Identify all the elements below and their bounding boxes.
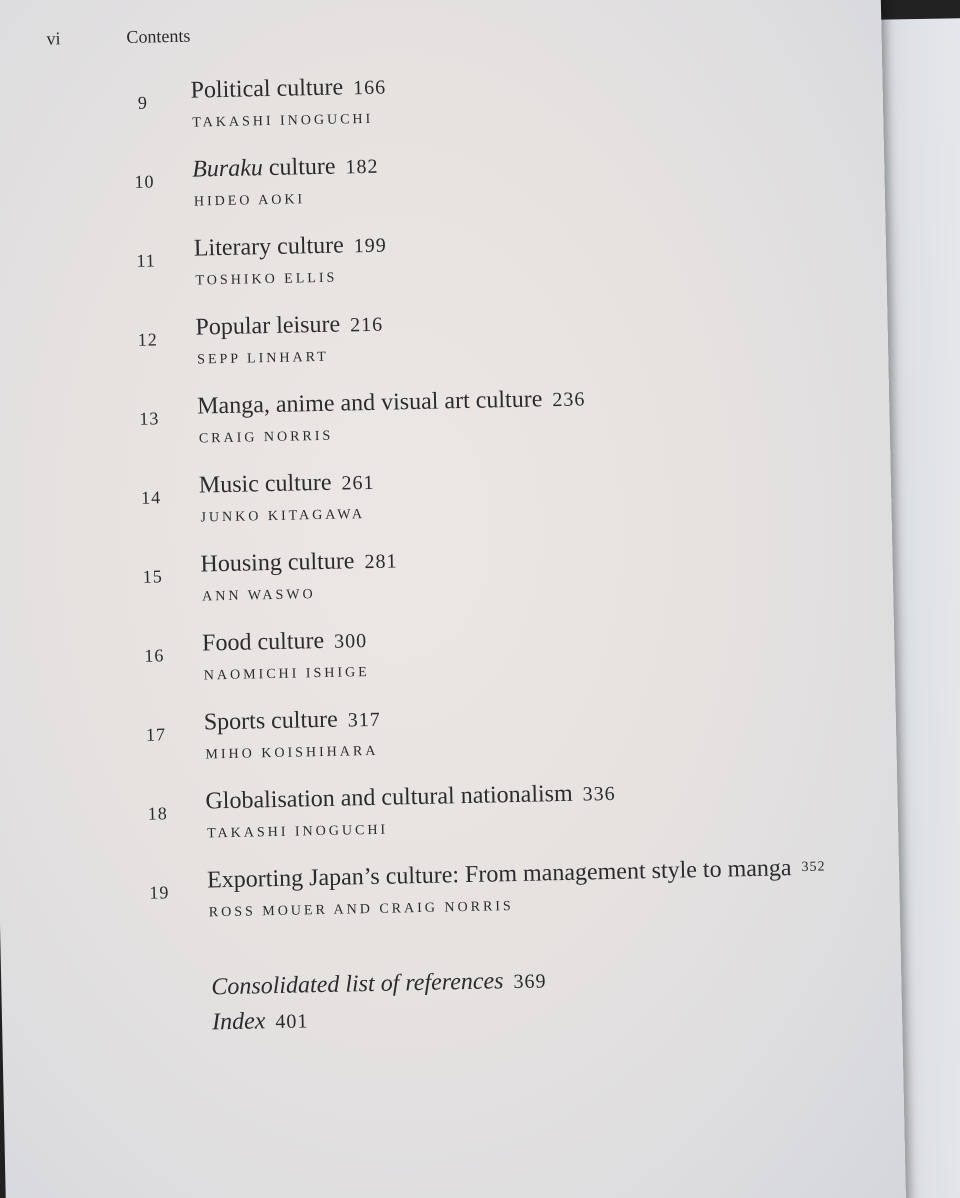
page-number: 281 bbox=[364, 550, 398, 574]
backmatter-title: Consolidated list of references bbox=[211, 968, 504, 1001]
chapter-number: 19 bbox=[149, 882, 170, 903]
chapter-author: HIDEO AOKI bbox=[193, 192, 306, 210]
chapter-title: Manga, anime and visual art culture 236 bbox=[196, 386, 586, 420]
page-number: 216 bbox=[349, 313, 384, 337]
page-number: 182 bbox=[345, 155, 379, 179]
chapter-author: JUNKO KITAGAWA bbox=[200, 507, 366, 526]
toc-entry bbox=[139, 853, 900, 948]
running-head bbox=[46, 26, 190, 50]
chapter-title: Food culture 300 bbox=[201, 627, 368, 657]
page-number: 261 bbox=[341, 471, 375, 495]
chapter-author: NAOMICHI ISHIGE bbox=[203, 664, 370, 684]
page-number: 236 bbox=[552, 388, 586, 412]
chapter-number: 17 bbox=[145, 724, 167, 745]
chapter-title: Literary culture 199 bbox=[193, 232, 388, 262]
chapter-author: TAKASHI INOGUCHI bbox=[192, 111, 374, 131]
chapter-author: MIHO KOISHIHARA bbox=[205, 743, 379, 763]
chapter-author: CRAIG NORRIS bbox=[198, 428, 334, 447]
chapter-author: ROSS MOUER AND CRAIG NORRIS bbox=[208, 899, 514, 921]
page-number: 166 bbox=[352, 76, 387, 100]
chapter-number: 13 bbox=[139, 408, 160, 429]
chapter-number: 10 bbox=[134, 171, 155, 192]
page-folio: vi bbox=[46, 28, 61, 49]
chapter-number: 11 bbox=[136, 250, 157, 271]
chapter-number: 14 bbox=[140, 487, 162, 508]
chapter-title: Political culture 166 bbox=[190, 74, 387, 104]
chapter-title: Exporting Japan’s culture: From management style to manga 352 bbox=[206, 855, 826, 894]
page-number: 369 bbox=[513, 970, 547, 994]
chapter-title: Housing culture 281 bbox=[200, 548, 398, 578]
chapter-author: TOSHIKO ELLIS bbox=[195, 270, 338, 289]
chapter-title: Globalisation and cultural nationalism 336 bbox=[205, 780, 616, 815]
chapter-number: 12 bbox=[137, 329, 158, 350]
chapter-number: 18 bbox=[147, 803, 168, 824]
chapter-title: Sports culture 317 bbox=[203, 706, 382, 736]
chapter-number: 15 bbox=[142, 566, 163, 587]
chapter-title: Music culture 261 bbox=[198, 469, 375, 499]
chapter-title: Popular leisure 216 bbox=[195, 311, 384, 341]
page-number: 336 bbox=[582, 782, 616, 806]
chapter-author: ANN WASWO bbox=[202, 587, 316, 605]
page-number: 199 bbox=[353, 234, 388, 258]
chapter-number: 16 bbox=[144, 645, 165, 666]
backmatter-entry bbox=[212, 998, 548, 1040]
page-number: 401 bbox=[275, 1010, 309, 1034]
page-number: 300 bbox=[333, 630, 368, 653]
backmatter-entry bbox=[211, 963, 547, 1005]
chapter-number: 9 bbox=[137, 92, 149, 113]
backmatter-title: Index bbox=[211, 1008, 266, 1036]
chapter-title: Buraku culture 182 bbox=[191, 153, 379, 183]
chapter-author: SEPP LINHART bbox=[197, 349, 329, 368]
chapter-author: TAKASHI INOGUCHI bbox=[206, 822, 389, 842]
table-of-contents bbox=[122, 63, 900, 948]
backmatter-list bbox=[211, 963, 548, 1040]
running-head-title: Contents bbox=[126, 25, 191, 47]
page-number: 352 bbox=[801, 859, 826, 875]
page-number: 317 bbox=[347, 708, 382, 732]
